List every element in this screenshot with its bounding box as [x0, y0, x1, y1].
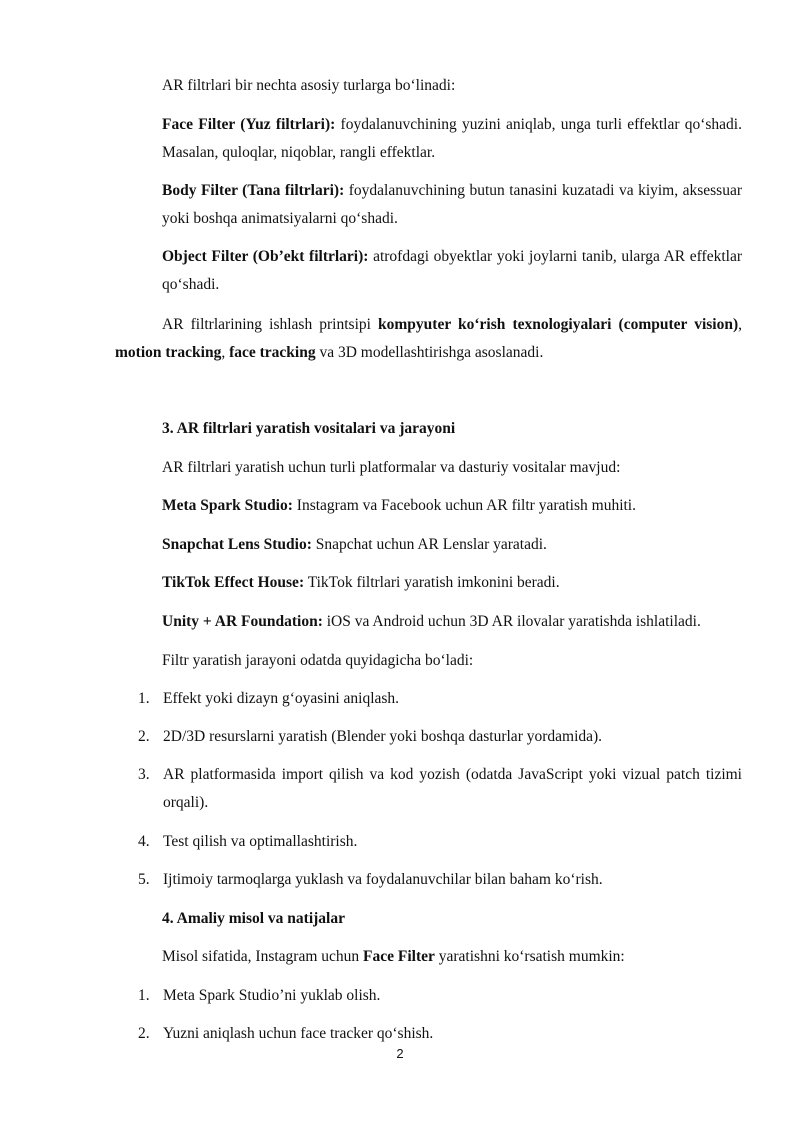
list-item: 5. Ijtimoiy tarmoqlarga yuklash va foydalanuvchilar bilan baham ko‘rish. — [138, 871, 603, 888]
list-item: 1. Meta Spark Studio’ni yuklab olish. — [138, 987, 381, 1004]
filter-term: Object Filter (Ob’ekt filtrlari): — [162, 248, 369, 265]
filter-term: Body Filter (Tana filtrlari): — [162, 182, 345, 199]
list-item: 1. Effekt yoki dizayn g‘oyasini aniqlash. — [138, 690, 400, 707]
filter-type-face — [162, 111, 742, 167]
filter-term: Face Filter (Yuz filtrlari): — [162, 116, 336, 133]
section-4-heading: 4. Amaliy misol va natijalar — [162, 910, 345, 927]
tool-item: Unity + AR Foundation: iOS va Android uchun 3D AR ilovalar yaratishda ishlatiladi. — [162, 613, 701, 630]
principle-paragraph: AR filtrlarining ishlash printsipi kompyuter ko‘rish texnologiyalari (computer vision), motion tracking, face tracking va 3D modellashtirishga asoslanadi. — [115, 316, 742, 361]
section-3-heading: 3. AR filtrlari yaratish vositalari va jarayoni — [162, 420, 456, 437]
filter-desc: foydalanuvchining yuzini aniqlab, unga turli effektlar qo‘shadi. Masalan, quloqlar, niqoblar, rangli effektlar. — [162, 116, 742, 161]
filter-type-body — [162, 177, 742, 233]
process-intro: Filtr yaratish jarayoni odatda quyidagicha bo‘ladi: — [162, 652, 474, 669]
page-number: 2 — [396, 1046, 404, 1061]
list-item: 2. Yuzni aniqlash uchun face tracker qo‘shish. — [138, 1025, 434, 1042]
section-3-intro: AR filtrlari yaratish uchun turli platformalar va dasturiy vositalar mavjud: — [162, 459, 621, 476]
section-4-intro: Misol sifatida, Instagram uchun Face Filter yaratishni ko‘rsatish mumkin: — [162, 948, 625, 965]
filter-type-object — [162, 243, 742, 299]
intro-paragraph: AR filtrlari bir nechta asosiy turlarga bo‘linadi: — [162, 77, 456, 94]
filter-desc: atrofdagi obyektlar yoki joylarni tanib, ularga AR effektlar qo‘shadi. — [162, 248, 742, 293]
filter-desc: foydalanuvchining butun tanasini kuzatadi va kiyim, aksessuar yoki boshqa animatsiyalarni qo‘shadi. — [162, 182, 743, 227]
tool-item: TikTok Effect House: TikTok filtrlari yaratish imkonini beradi. — [162, 574, 560, 591]
list-item: 4. Test qilish va optimallashtirish. — [138, 833, 358, 850]
tool-item: Meta Spark Studio: Instagram va Facebook uchun AR filtr yaratish muhiti. — [162, 497, 636, 514]
list-item: 2. 2D/3D resurslarni yaratish (Blender yoki boshqa dasturlar yordamida). — [138, 728, 603, 745]
list-item: 3. AR platformasida import qilish va kod yozish (odatda JavaScript yoki vizual patch tizimi orqali). — [138, 766, 742, 811]
tool-item: Snapchat Lens Studio: Snapchat uchun AR Lenslar yaratadi. — [162, 536, 547, 553]
